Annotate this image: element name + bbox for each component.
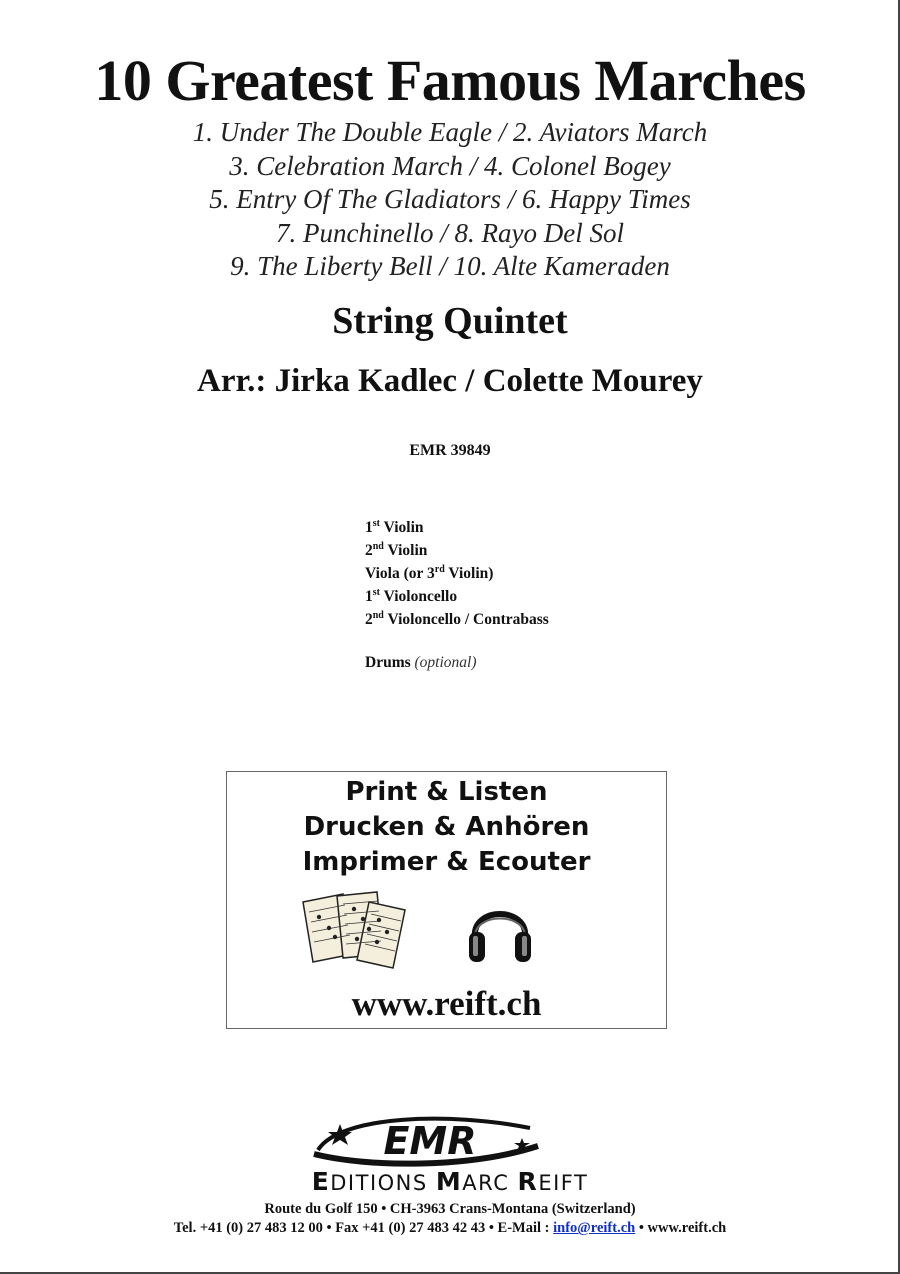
publisher-name: EDITIONS MARC REIFT [311,1167,589,1196]
piece-line: 5. Entry Of The Gladiators / 6. Happy Times [209,184,691,214]
piece-list [0,116,900,284]
print-listen-box[interactable] [226,771,667,1029]
publisher-address: Route du Golf 150 • CH-3963 Crans-Montana (Switzerland) [264,1201,636,1217]
part-item: 1st Violin [365,517,424,536]
piece-line: 9. The Liberty Bell / 10. Alte Kameraden [230,251,670,281]
arranger-credit: Arr.: Jirka Kadlec / Colette Mourey [197,363,703,399]
ensemble-title: String Quintet [332,300,568,342]
piece-line: 7. Punchinello / 8. Rayo Del Sol [276,217,624,248]
page-title: 10 Greatest Famous Marches [94,48,806,113]
headphones-icon [465,890,535,970]
part-item: 2nd Violin [365,540,428,559]
part-item: 2nd Violoncello / Contrabass [365,609,549,628]
svg-text:EMR: EMR [383,1119,477,1163]
drums-note: (optional) [414,654,477,671]
emr-logo [300,1110,560,1170]
publisher-contact: Tel. +41 (0) 27 483 12 00 • Fax +41 (0) 27 483 42 43 • E-Mail : info@reift.ch • www.reift.ch [173,1220,727,1236]
promo-line: Imprimer & Ecouter [302,847,591,877]
part-item: Viola (or 3rd Violin) [365,563,494,582]
promo-line: Print & Listen [345,777,548,807]
sheet-music-icon [299,890,417,970]
instrumentation-list [365,516,549,631]
drums-part [365,653,477,673]
email-link[interactable]: info@reift.ch [553,1220,636,1236]
piece-line: 1. Under The Double Eagle / 2. Aviators March [192,117,708,147]
part-item: 1st Violoncello [365,586,458,605]
drums-label: Drums [365,654,411,671]
promo-website[interactable]: www.reift.ch [351,984,542,1023]
catalog-number: EMR 39849 [409,442,491,459]
piece-line: 3. Celebration March / 4. Colonel Bogey [229,150,671,181]
promo-line: Drucken & Anhören [303,812,590,842]
